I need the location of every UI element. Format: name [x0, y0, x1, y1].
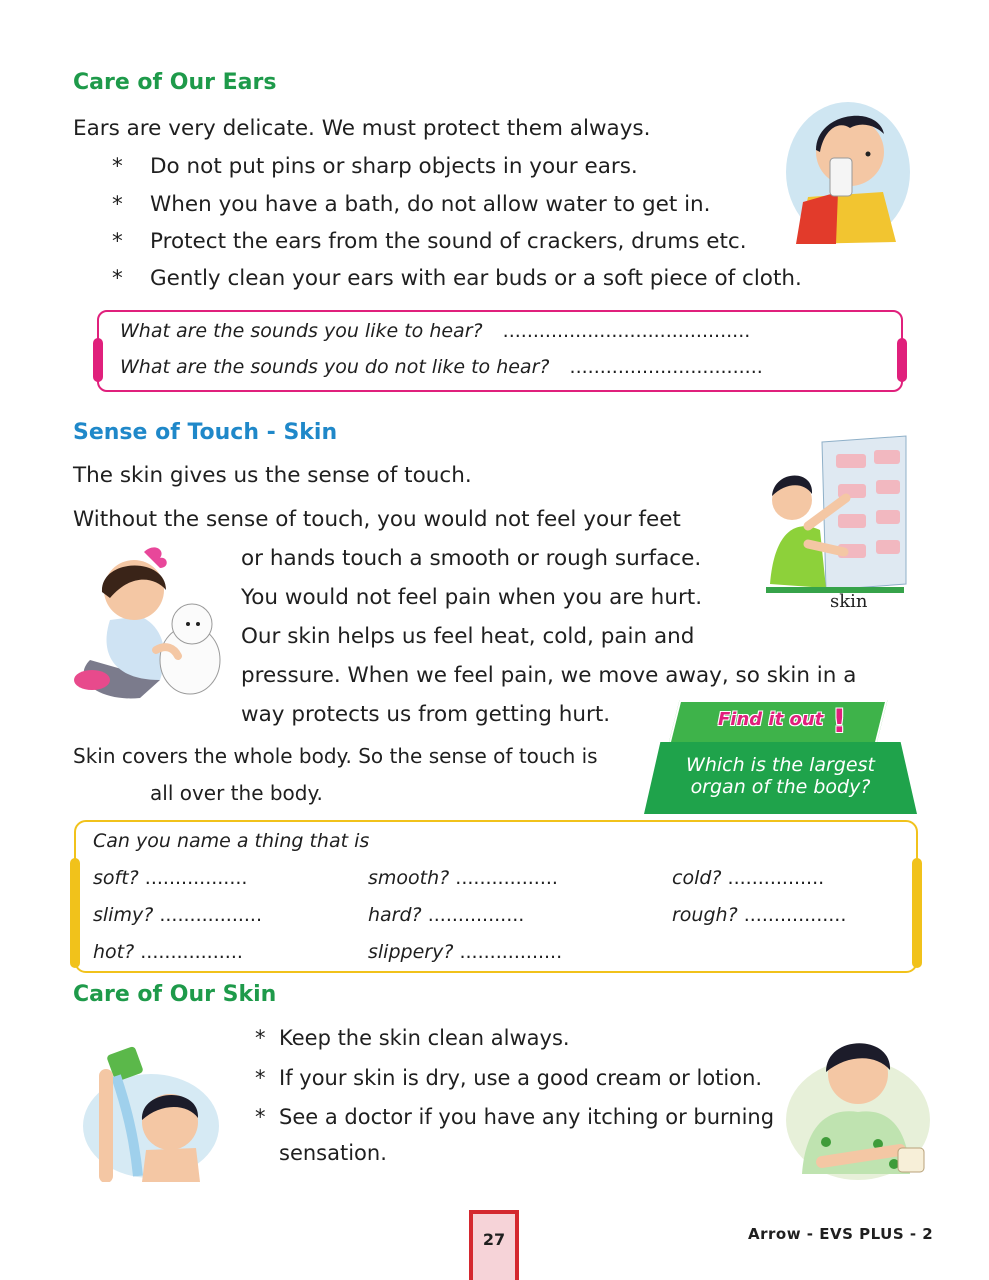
boy-drying-ear-illustration	[778, 72, 913, 247]
find-it-out-question	[644, 754, 917, 798]
sounds-like-question	[120, 320, 750, 342]
ears-heading: Care of Our Ears	[73, 70, 277, 95]
thing-word: soft?	[93, 867, 139, 889]
bullet-star: *	[255, 1066, 266, 1090]
thing-soft	[93, 867, 247, 889]
touch-line-9: all over the body.	[150, 781, 323, 805]
box-cap-right	[912, 858, 922, 968]
touch-line-3: or hands touch a smooth or rough surface.	[241, 546, 702, 571]
skin-care-heading: Care of Our Skin	[73, 982, 277, 1007]
answer-blank[interactable]: ................	[427, 904, 525, 926]
answer-blank[interactable]: .................	[459, 941, 563, 963]
skin-bullet-text: If your skin is dry, use a good cream or lotion.	[279, 1066, 763, 1090]
thing-cold	[672, 867, 824, 889]
answer-blank[interactable]: .................	[455, 867, 558, 889]
thing-rough	[672, 904, 846, 926]
thing-smooth	[368, 867, 558, 889]
exclamation-icon: !	[832, 702, 847, 740]
book-title-footer: Arrow - EVS PLUS - 2	[748, 1225, 934, 1243]
thing-word: slippery?	[368, 941, 454, 963]
touch-line-7: way protects us from getting hurt.	[241, 702, 611, 727]
thing-word: slimy?	[93, 904, 154, 926]
thing-word: rough?	[672, 904, 738, 926]
thing-slimy	[93, 904, 262, 926]
touch-heading: Sense of Touch - Skin	[73, 420, 338, 445]
boy-bathing-illustration	[76, 1036, 226, 1182]
ears-bullet-text: Protect the ears from the sound of crackers, drums etc.	[150, 229, 747, 254]
box-cap-left	[70, 858, 80, 968]
answer-blank[interactable]: .................	[159, 904, 263, 926]
answer-blank[interactable]: .................	[144, 867, 248, 889]
thing-word: cold?	[672, 867, 722, 889]
thing-slippery	[368, 941, 562, 963]
thing-word: smooth?	[368, 867, 450, 889]
touch-line-1: The skin gives us the sense of touch.	[73, 463, 472, 488]
touch-line-5: Our skin helps us feel heat, cold, pain and	[241, 624, 695, 649]
thing-hard	[368, 904, 524, 926]
bullet-star: *	[255, 1026, 266, 1050]
find-it-out-label: Find it out	[718, 709, 824, 730]
find-it-out-box	[644, 696, 917, 814]
touch-line-2: Without the sense of touch, you would not feel your feet	[73, 507, 681, 532]
thing-word: hard?	[368, 904, 422, 926]
skin-bullet-text: Keep the skin clean always.	[279, 1026, 570, 1050]
boy-applying-cream-illustration	[782, 1024, 934, 1184]
answer-blank[interactable]: ................	[727, 867, 825, 889]
skin-bullet-3-continued: sensation.	[279, 1141, 387, 1165]
bullet-star: *	[112, 229, 123, 254]
bullet-star: *	[255, 1105, 266, 1129]
ears-bullet-text: Do not put pins or sharp objects in your ears.	[150, 154, 638, 179]
skin-caption: skin	[830, 591, 868, 612]
bullet-star: *	[112, 192, 123, 217]
sounds-like-text: What are the sounds you like to hear?	[120, 320, 483, 342]
thing-hot	[93, 941, 243, 963]
skin-bullet-text: See a doctor if you have any itching or burning	[279, 1105, 775, 1129]
girl-with-puppy-illustration	[70, 540, 240, 705]
ears-bullet-text: Gently clean your ears with ear buds or a soft piece of cloth.	[150, 266, 802, 291]
sounds-dislike-question	[120, 356, 763, 378]
answer-blank[interactable]: .................	[140, 941, 243, 963]
answer-blank[interactable]: ................................	[569, 356, 763, 378]
find-question-line-2: organ of the body?	[690, 776, 871, 798]
box-cap-right	[897, 338, 907, 382]
ears-bullet-text: When you have a bath, do not allow water to get in.	[150, 192, 711, 217]
sounds-dislike-text: What are the sounds you do not like to hear?	[120, 356, 550, 378]
page-number-tab	[469, 1210, 519, 1280]
bullet-star: *	[112, 266, 123, 291]
box-cap-left	[93, 338, 103, 382]
bullet-star: *	[112, 154, 123, 179]
answer-blank[interactable]: .................	[743, 904, 847, 926]
answer-blank[interactable]: .........................................	[502, 320, 751, 342]
ears-intro: Ears are very delicate. We must protect them always.	[73, 116, 651, 141]
boy-touching-wall-illustration	[764, 434, 909, 594]
thing-word: hot?	[93, 941, 135, 963]
touch-line-4: You would not feel pain when you are hurt.	[241, 585, 703, 610]
page-number: 27	[482, 1230, 506, 1249]
find-question-line-1: Which is the largest	[686, 754, 875, 776]
touch-line-8: Skin covers the whole body. So the sense of touch is	[73, 744, 598, 768]
touch-line-6: pressure. When we feel pain, we move away, so skin in a	[241, 663, 857, 688]
things-prompt: Can you name a thing that is	[93, 830, 370, 852]
